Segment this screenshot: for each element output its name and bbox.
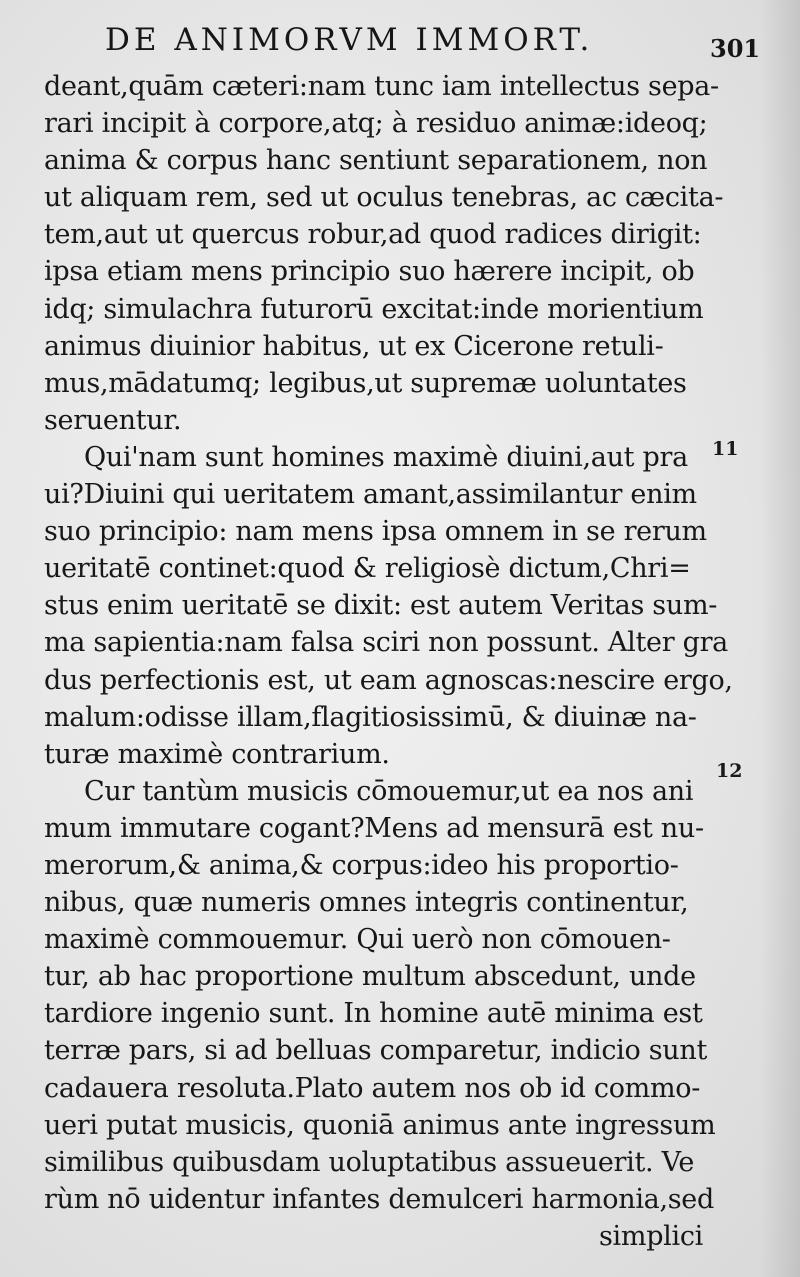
margin-number: 12 <box>716 760 743 782</box>
text-line: merorum,& anima,& corpus:ideo his proportio- <box>44 849 679 881</box>
text-line: mum immutare cogant?Mens ad mensurā est nu- <box>44 812 704 844</box>
text-line: ueritatē continet:quod & religiosè dictum,Chri= <box>44 553 691 585</box>
catchword-line: simplici <box>599 1220 704 1252</box>
text-line: deant,quām cæteri:nam tunc iam intellectus sepa- <box>44 71 719 102</box>
text-line: terræ pars, si ad belluas comparetur, indicio sunt <box>44 1035 708 1067</box>
paragraph-start-line: Cur tantùm musicis cōmouemur,ut ea nos ani <box>84 775 694 807</box>
text-line: ma sapientia:nam falsa sciri non possunt. Alter gra <box>44 627 728 659</box>
text-line: seruentur. <box>44 404 182 436</box>
text-line: dus perfectionis est, ut eam agnoscas:nescire ergo, <box>44 664 733 696</box>
page-header <box>0 14 800 64</box>
margin-number: 11 <box>712 438 739 460</box>
running-title: DE ANIMORVM IMMORT. <box>105 22 594 58</box>
text-line: idq; simulachra futurorū excitat:inde morientium <box>44 293 704 325</box>
text-line: ut aliquam rem, sed ut oculus tenebras, ac cæcita- <box>44 182 724 214</box>
text-line: stus enim ueritatē se dixit: est autem Veritas sum- <box>44 590 718 622</box>
text-line: nibus, quæ numeris omnes integris continentur, <box>44 887 689 919</box>
text-line: ueri putat musicis, quoniā animus ante ingressum <box>44 1109 716 1141</box>
paragraph-start-line: Qui'nam sunt homines maximè diuini,aut pra <box>84 441 688 473</box>
text-line: tur, ab hac proportione multum abscedunt, unde <box>44 961 696 993</box>
text-line: cadauera resoluta.Plato autem nos ob id commo- <box>44 1072 701 1104</box>
text-line: animus diuinior habitus, ut ex Cicerone retuli- <box>44 330 664 362</box>
text-line: rùm nō uidentur infantes demulceri harmonia,sed <box>44 1183 714 1215</box>
text-line: anima & corpus hanc sentiunt separationem, non <box>44 145 708 177</box>
page-number: 301 <box>710 34 761 63</box>
text-line: malum:odisse illam,flagitiosissimū, & diuinæ na- <box>44 701 697 733</box>
text-line: suo principio: nam mens ipsa omnem in se rerum <box>44 516 707 548</box>
text-line: mus,mādatumq; legibus,ut supremæ uoluntates <box>44 367 687 399</box>
page-edge-shadow <box>760 0 800 1277</box>
text-line: tardiore ingenio sunt. In homine autē minima est <box>44 998 703 1030</box>
text-line: similibus quibusdam uoluptatibus assueuerit. Ve <box>44 1146 695 1178</box>
text-line: rari incipit à corpore,atq; à residuo animæ:ideoq; <box>44 108 708 140</box>
text-line: ipsa etiam mens principio suo hærere incipit, ob <box>44 256 695 288</box>
text-line: maximè commouemur. Qui uerò non cōmouen- <box>44 924 671 956</box>
text-line: tem,aut ut quercus robur,ad quod radices dirigit: <box>44 219 702 251</box>
text-line: ui?Diuini qui ueritatem amant,assimilantur enim <box>44 479 697 511</box>
text-line: turæ maximè contrarium. <box>44 738 390 770</box>
